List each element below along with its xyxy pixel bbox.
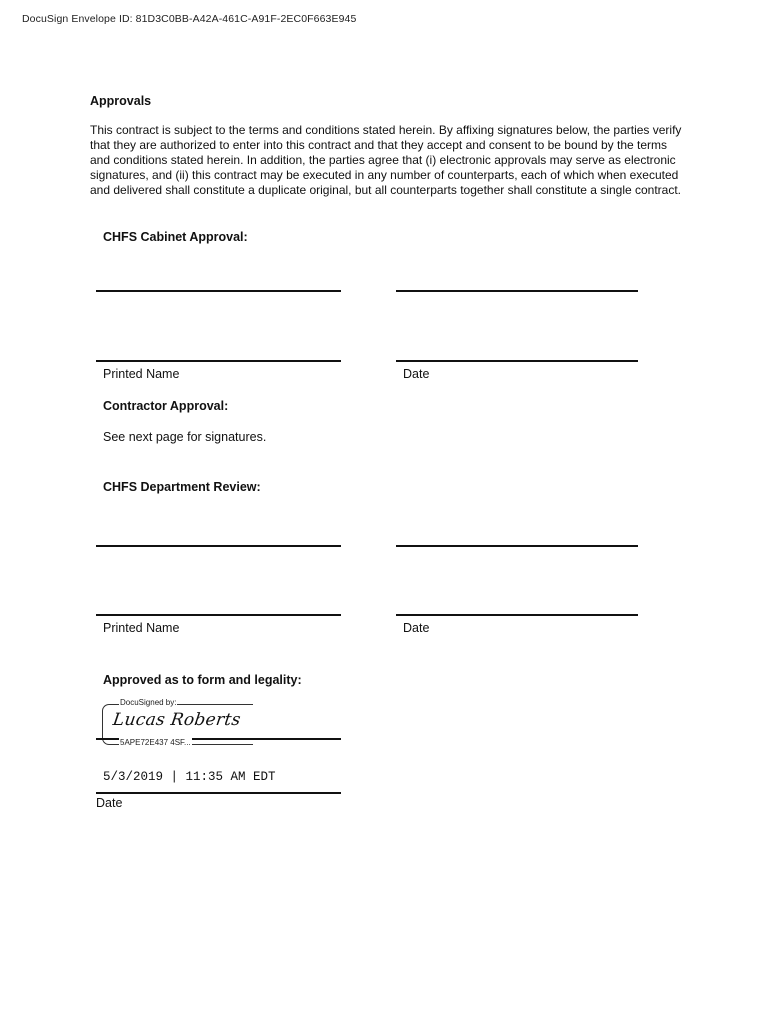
envelope-id: DocuSign Envelope ID: 81D3C0BB-A42A-461C-A91F-2EC0F663E945	[22, 13, 357, 25]
docusigned-by-label: DocuSigned by:	[120, 698, 177, 707]
cabinet-date-label: Date	[403, 367, 430, 381]
approvals-paragraph: This contract is subject to the terms and conditions stated herein. By affixing signatures below, the parties verify that they are authorized to enter into this contract and that they accept and consent to be bound by the terms and conditions stated herein. In addition, the parties agree that (i) electronic approvals may serve as electronic signatures, and (ii) this contract may be executed in any number of counterparts, each of which when executed and delivered shall constitute a duplicate original, but all counterparts together shall constitute a single contract.	[90, 123, 682, 197]
legality-date-line	[96, 792, 341, 794]
signed-date-value: 5/3/2019 | 11:35 AM EDT	[103, 770, 276, 784]
cabinet-printed-name-label: Printed Name	[103, 367, 180, 381]
cabinet-printed-name-line	[96, 360, 341, 362]
contractor-approval-heading: Contractor Approval:	[103, 399, 229, 413]
cabinet-approval-heading: CHFS Cabinet Approval:	[103, 230, 248, 244]
legality-heading: Approved as to form and legality:	[103, 673, 302, 687]
cabinet-date-line	[396, 360, 638, 362]
department-signature-line	[96, 545, 341, 547]
department-review-heading: CHFS Department Review:	[103, 480, 261, 494]
approvals-heading: Approvals	[90, 94, 152, 108]
department-date-label: Date	[403, 621, 430, 635]
signature-image: Lucas Roberts	[111, 710, 242, 730]
cabinet-signature-line-right	[396, 290, 638, 292]
department-date-line	[396, 614, 638, 616]
department-signature-line-right	[396, 545, 638, 547]
department-printed-name-label: Printed Name	[103, 621, 180, 635]
signature-id: 5APE72E437 4SF...	[120, 738, 191, 747]
contractor-note: See next page for signatures.	[103, 430, 267, 444]
cabinet-signature-line	[96, 290, 341, 292]
legality-date-label: Date	[96, 796, 123, 810]
department-printed-name-line	[96, 614, 341, 616]
